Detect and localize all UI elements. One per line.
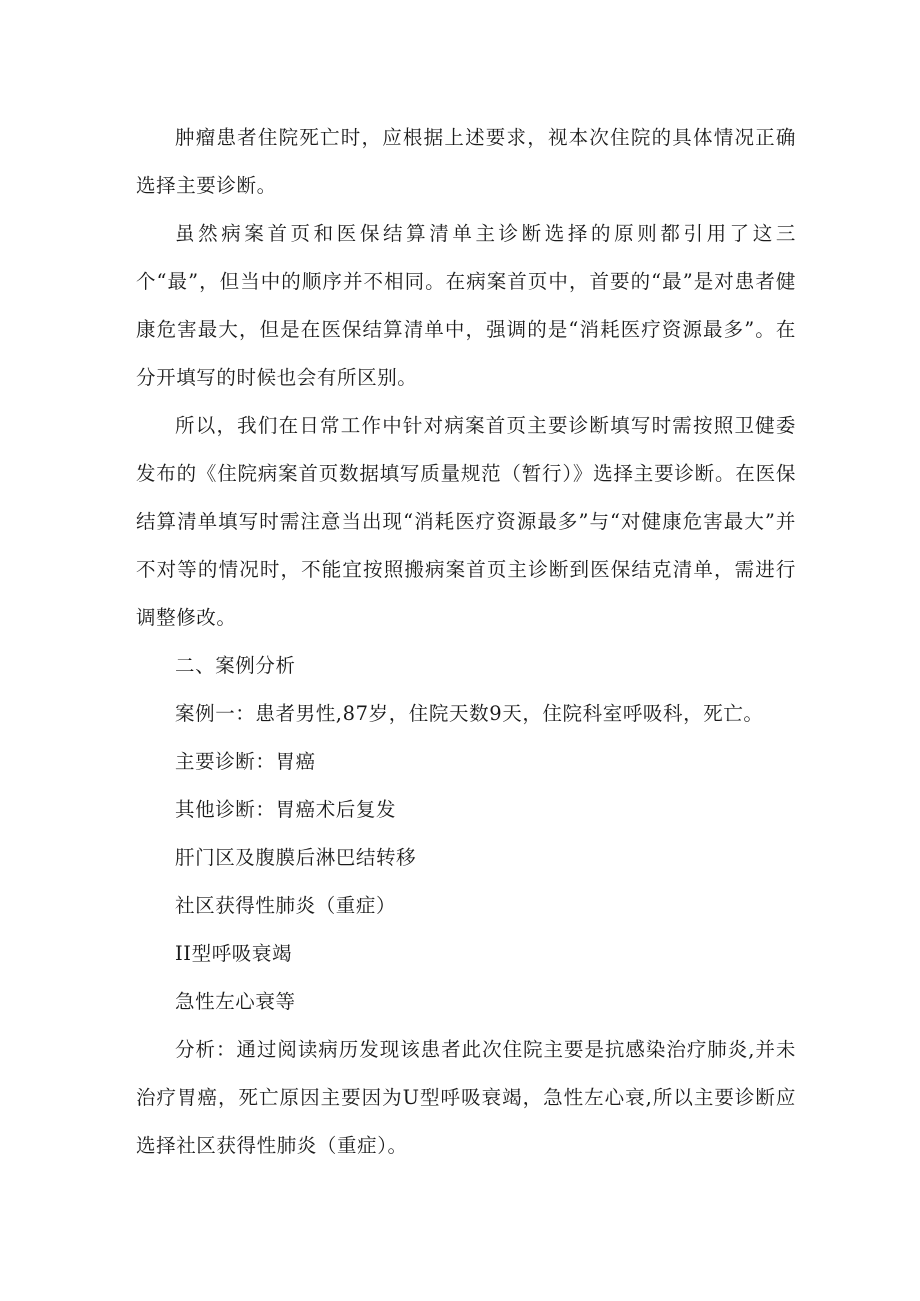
other-diagnosis-5: 急性左心衰等 xyxy=(175,990,296,1013)
other-diagnosis-1: 其他诊断：胃癌术后复发 xyxy=(175,798,397,821)
document-body xyxy=(136,114,796,1170)
section-heading: 二、案例分析 xyxy=(175,654,296,677)
paragraph-3: 所以，我们在日常工作中针对病案首页主要诊断填写时需按照卫健委发布的《住院病案首页数据填写质量规范（暂行）》选择主要诊断。在医保结算清单填写时需注意当出现“消耗医疗资源最多”与“对健康危害最大”并不对等的情况时，不能宜按照搬病案首页主诊断到医保结克清单，需进行调整修改。 xyxy=(136,414,796,629)
other-diagnosis-3: 社区获得性肺炎（重症） xyxy=(175,894,397,917)
other-diagnosis-2: 肝门区及腹膜后淋巴结转移 xyxy=(175,846,417,869)
main-diagnosis: 主要诊断：胃癌 xyxy=(175,750,316,773)
case-intro: 案例一：患者男性,87岁，住院天数9天，住院科室呼吸科，死亡。 xyxy=(175,702,764,725)
paragraph-1: 肿瘤患者住院死亡时，应根据上述要求，视本次住院的具体情况正确选择主要诊断。 xyxy=(136,126,796,197)
other-diagnosis-4: II型呼吸衰竭 xyxy=(175,942,293,965)
paragraph-2: 虽然病案首页和医保结算清单主诊断选择的原则都引用了这三个“最”，但当中的顺序并不相同。在病案首页中，首要的“最”是对患者健康危害最大，但是在医保结算清单中，强调的是“消耗医疗资源最多”。在分开填写的时候也会有所区别。 xyxy=(136,222,796,389)
analysis-paragraph: 分析：通过阅读病历发现该患者此次住院主要是抗感染治疗肺炎,并未治疗胃癌，死亡原因主要因为U型呼吸衰竭，急性左心衰,所以主要诊断应选择社区获得性肺炎（重症）。 xyxy=(136,1038,796,1157)
